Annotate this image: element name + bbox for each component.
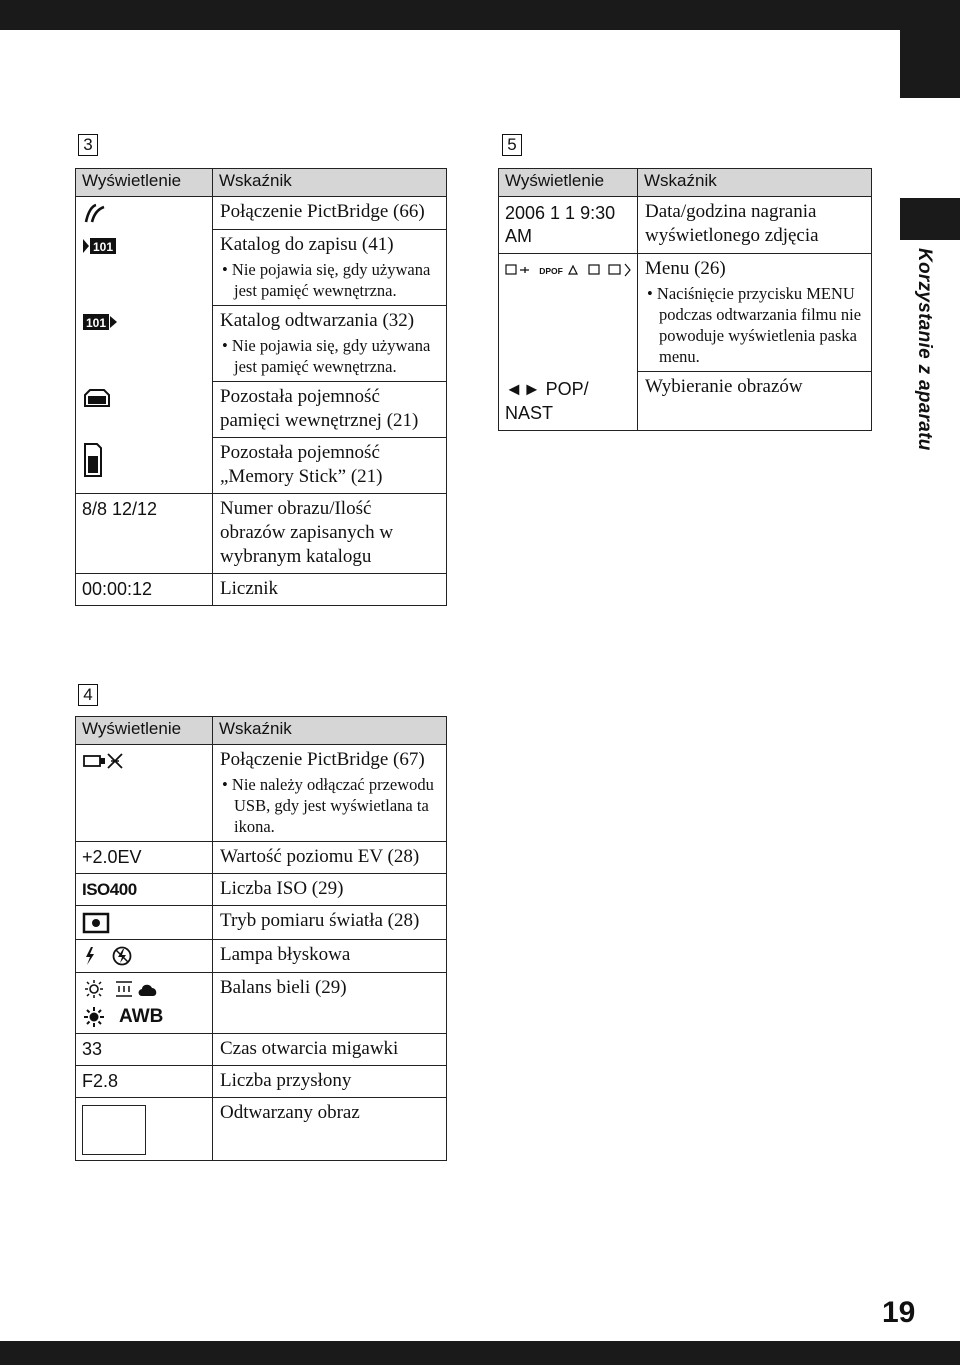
row-indicator: Tryb pomiaru światła (28) <box>220 910 420 932</box>
white-balance-icon <box>82 978 160 1002</box>
spot-metering-icon <box>82 912 110 934</box>
row-indicator: Menu (26) <box>645 258 726 279</box>
menu-bar-icon <box>505 262 631 278</box>
table-row <box>76 1098 447 1161</box>
table-row <box>76 493 447 573</box>
row-indicator: Czas otwarcia migawki <box>220 1038 399 1059</box>
row-indicator: Liczba ISO (29) <box>220 878 344 899</box>
table-row <box>499 372 872 431</box>
table-row <box>76 305 447 381</box>
page-number: 19 <box>882 1296 916 1329</box>
table-row <box>76 381 447 437</box>
row-display: ◄► POP/ NAST <box>499 372 638 431</box>
table-row <box>76 1066 447 1098</box>
row-indicator: Pozostała pojemność pamięci wewnętrznej (21) <box>220 385 419 431</box>
side-tab-marker <box>900 198 960 240</box>
table-row <box>76 197 447 230</box>
section-5-table <box>498 168 872 431</box>
row-indicator: Pozostała pojemność „Memory Stick” (21) <box>220 441 383 487</box>
corner-block <box>900 30 960 98</box>
section-5-label: 5 <box>502 134 522 156</box>
svg-text:101: 101 <box>92 239 114 254</box>
row-indicator: Katalog do zapisu (41) <box>220 233 394 255</box>
section-4-table <box>75 716 447 1161</box>
table-header <box>499 169 872 197</box>
pictbridge-connect-icon <box>82 202 108 224</box>
row-note: • Nie należy odłączać przewodu USB, gdy jest wyświetlana ta ikona. <box>220 774 439 837</box>
header-display: Wyświetlenie <box>499 169 638 197</box>
sun-icon <box>82 1006 110 1028</box>
row-indicator: Wybieranie obrazów <box>645 376 803 397</box>
table-header <box>76 169 447 197</box>
table-row <box>499 254 872 372</box>
row-indicator: Liczba przysłony <box>220 1070 352 1091</box>
header-display: Wyświetlenie <box>76 169 213 197</box>
table-row <box>76 573 447 605</box>
top-bar <box>0 0 960 30</box>
row-indicator: Połączenie PictBridge (67) <box>220 749 425 770</box>
section-3-label: 3 <box>78 134 98 156</box>
table-header <box>76 717 447 745</box>
row-display: 00:00:12 <box>76 573 213 605</box>
internal-memory-icon <box>82 387 112 409</box>
playback-image-icon <box>82 1105 146 1155</box>
iso400-icon: ISO400 <box>82 880 137 900</box>
row-indicator: Data/godzina nagrania wyświetlonego zdjęcia <box>645 201 819 246</box>
row-display: F2.8 <box>76 1066 213 1098</box>
section-3-table <box>75 168 447 606</box>
bottom-bar <box>0 1341 960 1365</box>
playback-folder-icon <box>82 312 118 332</box>
row-note: • Nie pojawia się, gdy używana jest pamięć wewnętrzna. <box>220 335 439 377</box>
table-row <box>76 972 447 1033</box>
usb-disconnect-icon <box>82 750 126 772</box>
row-indicator: Połączenie PictBridge (66) <box>220 201 425 222</box>
svg-text:DPOF: DPOF <box>539 266 563 277</box>
awb-icon: AWB <box>119 1006 164 1027</box>
row-display: 8/8 12/12 <box>76 493 213 573</box>
table-row <box>76 229 447 305</box>
header-indicator: Wskaźnik <box>213 169 447 197</box>
table-row <box>499 197 872 254</box>
table-row <box>76 437 447 493</box>
svg-text:101: 101 <box>85 315 107 330</box>
section-4-label: 4 <box>78 684 98 706</box>
header-indicator: Wskaźnik <box>213 717 447 745</box>
row-indicator: Balans bieli (29) <box>220 976 347 998</box>
row-note: • Nie pojawia się, gdy używana jest pamięć wewnętrzna. <box>220 259 439 301</box>
flash-icon <box>82 945 134 967</box>
table-row <box>76 939 447 972</box>
table-row <box>76 906 447 939</box>
memory-stick-icon <box>82 442 104 478</box>
row-indicator: Lampa błyskowa <box>220 943 351 965</box>
row-indicator: Numer obrazu/Ilość obrazów zapisanych w wybranym katalogu <box>220 497 394 567</box>
table-row <box>76 842 447 874</box>
row-indicator: Katalog odtwarzania (32) <box>220 309 415 331</box>
row-display: 33 <box>76 1034 213 1066</box>
table-row <box>76 1034 447 1066</box>
row-display: +2.0EV <box>76 842 213 874</box>
header-display: Wyświetlenie <box>76 717 213 745</box>
row-indicator: Wartość poziomu EV (28) <box>220 846 420 867</box>
row-note: • Naciśnięcie przycisku MENU podczas odtwarzania filmu nie powoduje wyświetlenia paska menu. <box>645 283 864 367</box>
table-row <box>76 874 447 906</box>
record-folder-icon <box>82 236 118 256</box>
header-indicator: Wskaźnik <box>638 169 872 197</box>
table-row <box>76 745 447 842</box>
side-tab-text: Korzystanie z aparatu <box>914 248 935 451</box>
row-display: 2006 1 1 9:30 AM <box>499 197 638 254</box>
row-indicator: Odtwarzany obraz <box>220 1102 360 1123</box>
row-indicator: Licznik <box>220 577 279 599</box>
